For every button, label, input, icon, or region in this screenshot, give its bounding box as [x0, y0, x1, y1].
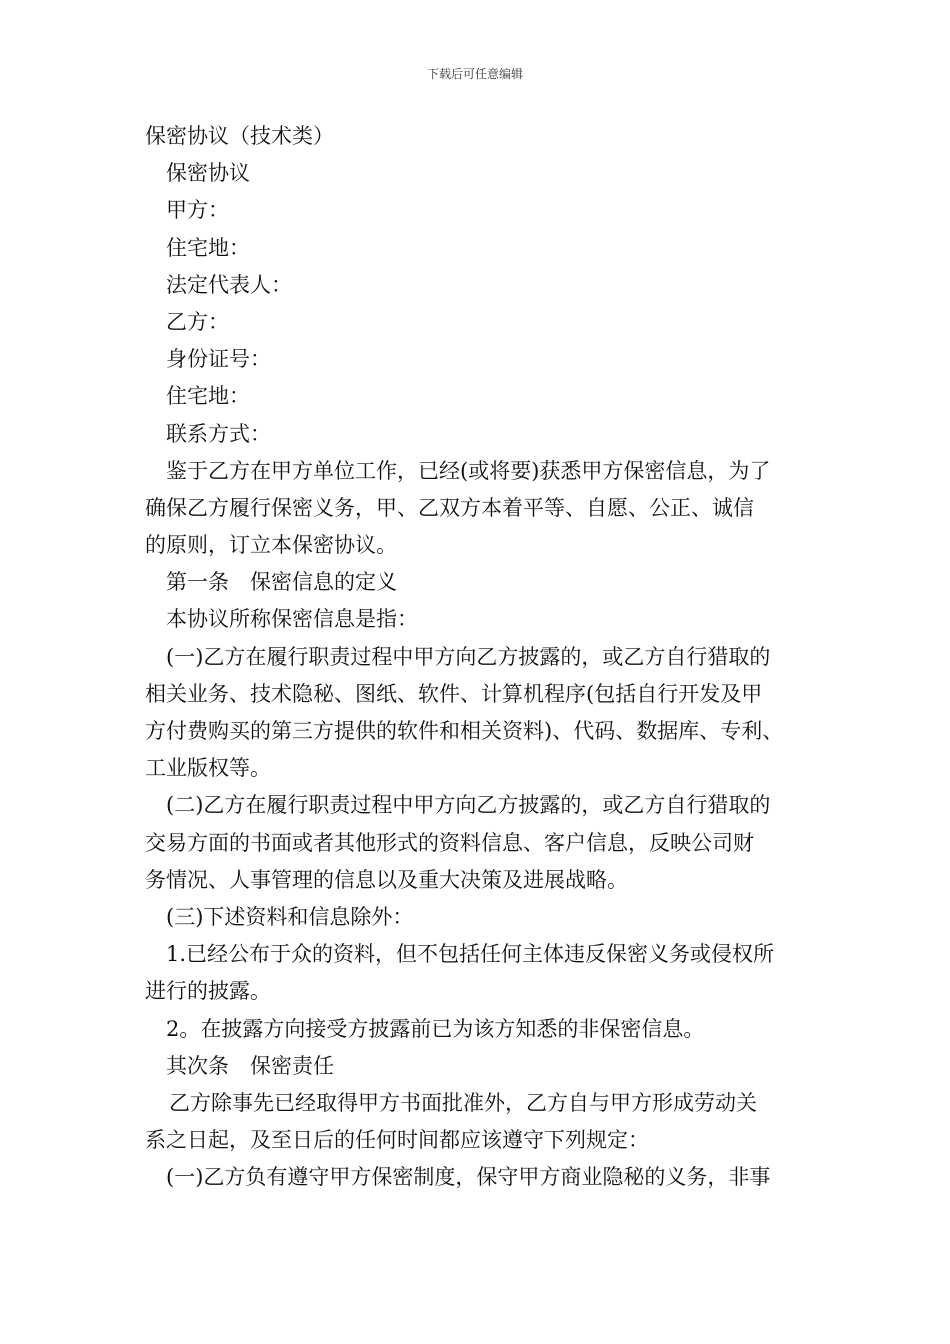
- paragraph-line: 系之日起，及至日后的任何时间都应该遵守下列规定：: [145, 1128, 649, 1153]
- paragraph-line: 乙方除事先已经取得甲方书面批准外，乙方自与甲方形成劳动关: [169, 1090, 757, 1115]
- paragraph-line: 1.已经公布于众的资料，但不包括任何主体违反保密义务或侵权所: [166, 942, 775, 967]
- paragraph-line: 方付费购买的第三方提供的软件和相关资料)、代码、数据库、专利、: [145, 719, 784, 743]
- paragraph-line: 进行的披露。: [145, 979, 271, 1004]
- paragraph-line: 本协议所称保密信息是指：: [166, 607, 418, 632]
- article-heading: 第一条 保密信息的定义: [166, 570, 397, 595]
- party-b-address-label: 住宅地：: [166, 384, 250, 409]
- paragraph-line: (二)乙方在履行职责过程中甲方向乙方披露的，或乙方自行猎取的: [166, 793, 771, 818]
- paragraph-line: (三)下述资料和信息除外：: [166, 904, 414, 929]
- page-header: 下载后可任意编辑: [426, 67, 523, 81]
- id-number-label: 身份证号：: [166, 347, 271, 372]
- paragraph-line: 工业版权等。: [145, 756, 271, 781]
- paragraph-line: 交易方面的书面或者其他形式的资料信息、客户信息，反映公司财: [145, 830, 754, 855]
- document-title: 保密协议（技术类）: [145, 124, 334, 148]
- contact-label: 联系方式：: [166, 421, 271, 446]
- section-heading: 保密协议: [166, 161, 250, 186]
- paragraph-line: (一)乙方负有遵守甲方保密制度，保守甲方商业隐秘的义务，非事: [166, 1165, 771, 1190]
- paragraph-line: 相关业务、技术隐秘、图纸、软件、计算机程序(包括自行开发及甲: [145, 681, 763, 706]
- paragraph-line: 的原则，订立本保密协议。: [145, 533, 397, 558]
- paragraph-line: 2。在披露方向接受方披露前已为该方知悉的非保密信息。: [166, 1016, 705, 1041]
- party-a-label: 甲方：: [166, 198, 229, 223]
- legal-representative-label: 法定代表人：: [166, 272, 292, 297]
- paragraph-line: (一)乙方在履行职责过程中甲方向乙方披露的，或乙方自行猎取的: [166, 644, 771, 669]
- party-b-label: 乙方：: [166, 309, 229, 334]
- document-body: [145, 118, 825, 1196]
- article-heading: 其次条 保密责任: [166, 1053, 334, 1078]
- paragraph-line: 确保乙方履行保密义务，甲、乙双方本着平等、自愿、公正、诚信: [145, 495, 754, 520]
- paragraph-line: 鉴于乙方在甲方单位工作，已经(或将要)获悉甲方保密信息，为了: [166, 458, 771, 483]
- party-a-address-label: 住宅地：: [166, 235, 250, 260]
- paragraph-line: 务情况、人事管理的信息以及重大决策及进展战略。: [145, 867, 628, 892]
